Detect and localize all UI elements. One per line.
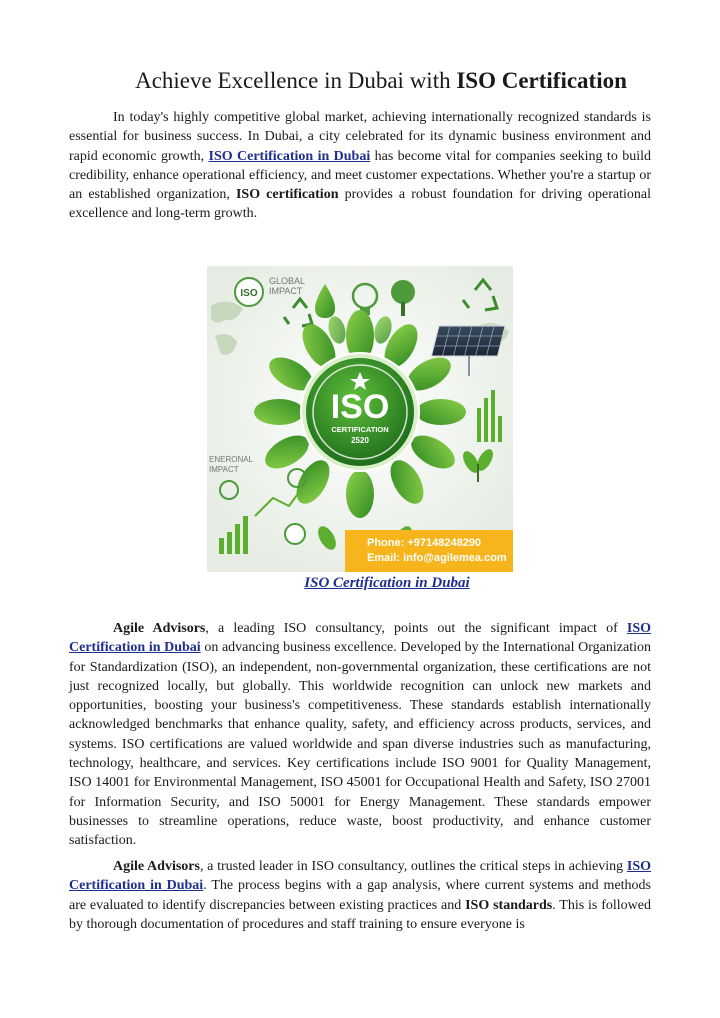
contact-box (345, 530, 513, 572)
image-caption (207, 573, 567, 593)
badge-year-text: 2520 (351, 436, 369, 445)
para2-text-2: on advancing business excellence. Developed by the International Organization for Standardization (ISO), an independent, non-governmental organization, these certifications are not just recognized locally, but globally. This worldwide recognition can unlock new markets and opportunities, boosting your business's competitiveness. These standards establish internationally acknowledged benchmarks that enhance quality, safety, and efficiency across products, services, and systems. ISO certifications are valued worldwide and span diverse industries such as manufacturing, technology, healthcare, and services. Key certifications include ISO 9001 for Quality Management, ISO 14001 for Environmental Management, ISO 45001 for Occupational Health and Safety, ISO 27001 for Information Security, and ISO 50001 for Energy Management. These standards empower businesses to streamline operations, reduce waste, boost productivity, and enhance customer satisfaction. (69, 640, 651, 849)
intro-bold: ISO certification (235, 187, 339, 203)
iso-badge (300, 352, 420, 472)
global-label: GLOBAL (269, 276, 306, 286)
badge-iso-text: ISO (330, 388, 390, 426)
svg-text:ISO: ISO (240, 288, 258, 299)
title-bold: ISO Certification (456, 68, 627, 93)
iso-illustration (207, 266, 513, 572)
iso-certification-image (207, 266, 513, 572)
certification-steps-paragraph (69, 857, 651, 934)
intro-text-2: has become vital for companies seeking to build credibility, enhance operational efficiency, and meet customer expectations. Whether you're a startup or an established organization, (69, 148, 651, 203)
circle-icon-2 (285, 524, 305, 544)
para3-text-2: . The process begins with a gap analysis, where current systems and methods are evaluated to identify discrepancies between existing practices and (69, 878, 651, 913)
impact-label: IMPACT (269, 286, 303, 296)
environmental-label: ENERONAL (209, 455, 254, 464)
agile-advisors-bold-2: Agile Advisors (113, 859, 200, 874)
impact-label-2: IMPACT (209, 465, 239, 474)
agile-advisors-bold: Agile Advisors (113, 621, 206, 636)
intro-text-1: In today's highly competitive global market, achieving internationally recognized standards is essential for business success. In Dubai, a city celebrated for its dynamic business environment and rapid economic growth, (69, 110, 651, 164)
para3-text-1: , a trusted leader in ISO consultancy, outlines the critical steps in achieving (199, 859, 627, 874)
intro-paragraph (69, 108, 651, 224)
solar-panel-icon (432, 326, 505, 356)
email-text: Email: info@agilemea.com (367, 552, 507, 564)
iso-standards-bold: ISO standards (465, 897, 553, 913)
iso-certification-link-1[interactable]: ISO Certification in Dubai (208, 148, 371, 164)
title-text: Achieve Excellence in Dubai with (135, 68, 457, 93)
small-iso-icon (235, 278, 263, 306)
iso-certification-link-2[interactable]: ISO Certification in Dubai (69, 621, 652, 656)
para2-text-1: , a leading ISO consultancy, points out the significant impact of (205, 621, 627, 636)
phone-text: Phone: +97148248290 (367, 537, 482, 549)
document-title (0, 66, 720, 96)
para3-text-3: . This is followed by thorough documentation of procedures and staff training to ensure everyone is (69, 897, 651, 932)
agile-advisors-paragraph (69, 619, 651, 851)
caption-link[interactable]: ISO Certification in Dubai (304, 575, 470, 591)
iso-certification-link-3[interactable]: ISO Certification in Dubai (69, 859, 651, 894)
intro-text-3: provides a robust foundation for driving operational excellence and long-term growth. (69, 187, 652, 222)
badge-certification-text: CERTIFICATION (331, 425, 389, 434)
